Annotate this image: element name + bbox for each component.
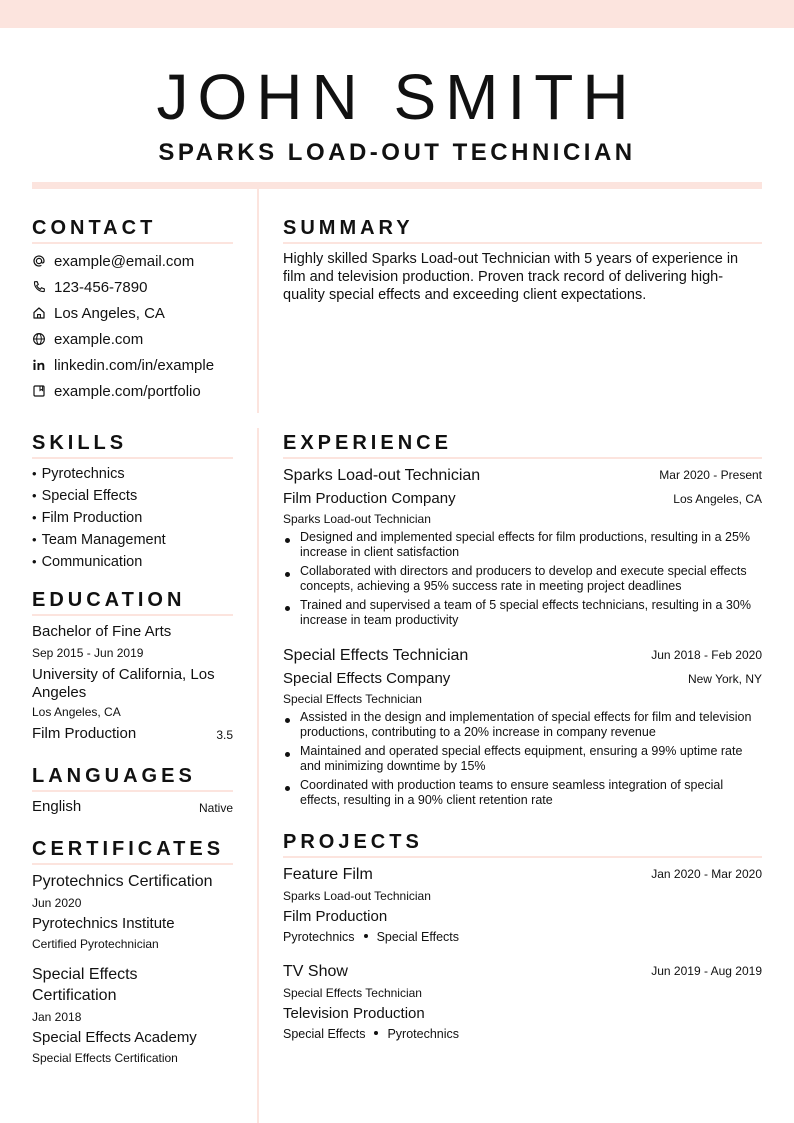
- job-bullet: Maintained and operated special effects equipment, ensuring a 99% uptime rate and minimizing downtime by 15%: [283, 744, 762, 774]
- top-accent-band: [0, 0, 794, 28]
- certificate-name: Pyrotechnics Certification: [32, 873, 213, 890]
- job-bullets: [283, 710, 762, 812]
- project-tag: Pyrotechnics: [387, 1027, 460, 1041]
- contact-heading: CONTACT: [32, 216, 233, 244]
- certificate-issuer: Pyrotechnics Institute: [32, 915, 175, 932]
- project-tags: [283, 1026, 459, 1042]
- job-bullet: Collaborated with directors and producers to develop and execute special effects concepts, achieving a 95% success rate in meeting project deadlines: [283, 564, 762, 594]
- project-type: Film Production: [283, 908, 388, 925]
- at-icon: [32, 254, 46, 268]
- job-bullet: Designed and implemented special effects for film productions, resulting in a 25% increase in client satisfaction: [283, 530, 762, 560]
- job-location: New York, NY: [687, 672, 762, 686]
- summary-heading: SUMMARY: [283, 216, 762, 244]
- certificate-date: Jan 2018: [32, 1010, 82, 1024]
- project-tag: Special Effects: [283, 1027, 366, 1041]
- project-tag: Special Effects: [376, 930, 460, 944]
- job-company: Film Production Company: [283, 490, 456, 507]
- contact-portfolio[interactable]: example.com/portfolio: [32, 378, 252, 404]
- project-role: Sparks Load-out Technician: [283, 889, 431, 903]
- job-title: Special Effects Technician: [283, 647, 469, 664]
- contact-website[interactable]: example.com: [32, 326, 252, 352]
- job-bullet: Trained and supervised a team of 5 special effects technicians, resulting in a 30% increase in team productivity: [283, 598, 762, 628]
- project-type: Television Production: [283, 1005, 425, 1022]
- skill-item: • Special Effects: [32, 485, 242, 507]
- job-dates: Mar 2020 - Present: [659, 468, 762, 482]
- education-dates: Sep 2015 - Jun 2019: [32, 646, 144, 660]
- job-bullet: Coordinated with production teams to ensure seamless integration of special effects, resulting in a 90% client retention rate: [283, 778, 762, 808]
- linkedin-icon: [32, 358, 46, 372]
- job-title: Sparks Load-out Technician: [283, 467, 481, 484]
- certificates-heading: CERTIFICATES: [32, 837, 233, 865]
- candidate-title: SPARKS LOAD-OUT TECHNICIAN: [158, 139, 636, 166]
- column-divider-top: [257, 189, 259, 413]
- header-divider: [32, 182, 762, 189]
- job-role: Sparks Load-out Technician: [283, 512, 431, 526]
- certificate-detail: Certified Pyrotechnician: [32, 937, 159, 951]
- education-degree: Bachelor of Fine Arts: [32, 623, 172, 640]
- certificate-name: Special Effects Certification: [32, 966, 138, 1004]
- experience-heading: EXPERIENCE: [283, 431, 762, 459]
- certificate-date: Jun 2020: [32, 896, 82, 910]
- contact-list: [32, 248, 252, 404]
- language-level: Native: [198, 801, 233, 815]
- project-dates: Jun 2019 - Aug 2019: [651, 964, 762, 978]
- certificate-issuer: Special Effects Academy: [32, 1029, 197, 1046]
- language-name: English: [32, 798, 82, 815]
- summary-text: Highly skilled Sparks Load-out Technician with 5 years of experience in film and television production. Proven track record of delivering high-quality special effects and exceeding client expectations.: [283, 251, 739, 303]
- contact-linkedin[interactable]: linkedin.com/in/example: [32, 352, 252, 378]
- certificate-detail: Special Effects Certification: [32, 1051, 178, 1065]
- job-company: Special Effects Company: [283, 670, 451, 687]
- skill-item: • Communication: [32, 551, 242, 573]
- education-location: Los Angeles, CA: [32, 705, 121, 719]
- education-school: University of California, Los Angeles: [32, 666, 215, 701]
- job-location: Los Angeles, CA: [673, 492, 762, 506]
- languages-heading: LANGUAGES: [32, 764, 233, 792]
- project-name: TV Show: [283, 963, 348, 980]
- skill-item: • Team Management: [32, 529, 242, 551]
- portfolio-icon: [32, 384, 46, 398]
- contact-phone[interactable]: 123-456-7890: [32, 274, 252, 300]
- contact-location: Los Angeles, CA: [32, 300, 252, 326]
- skill-item: • Pyrotechnics: [32, 463, 242, 485]
- job-role: Special Effects Technician: [283, 692, 422, 706]
- job-bullet: Assisted in the design and implementation of special effects for film and television productions, contributing to a 20% increase in company revenue: [283, 710, 762, 740]
- project-tags: [283, 929, 459, 945]
- skills-list: [32, 463, 242, 573]
- job-dates: Jun 2018 - Feb 2020: [651, 648, 762, 662]
- skills-heading: SKILLS: [32, 431, 233, 459]
- tag-separator: [374, 1031, 378, 1035]
- education-heading: EDUCATION: [32, 588, 233, 616]
- contact-email[interactable]: example@email.com: [32, 248, 252, 274]
- education-gpa: 3.5: [216, 728, 233, 742]
- project-role: Special Effects Technician: [283, 986, 422, 1000]
- candidate-name: JOHN SMITH: [156, 61, 638, 133]
- job-bullets: [283, 530, 762, 632]
- projects-heading: PROJECTS: [283, 830, 762, 858]
- globe-icon: [32, 332, 46, 346]
- home-icon: [32, 306, 46, 320]
- skill-item: • Film Production: [32, 507, 242, 529]
- phone-icon: [32, 280, 46, 294]
- project-name: Feature Film: [283, 866, 373, 883]
- project-dates: Jan 2020 - Mar 2020: [651, 867, 762, 881]
- education-field: Film Production: [32, 725, 137, 742]
- project-tag: Pyrotechnics: [283, 930, 355, 944]
- column-divider-bottom: [257, 428, 259, 1123]
- tag-separator: [364, 934, 368, 938]
